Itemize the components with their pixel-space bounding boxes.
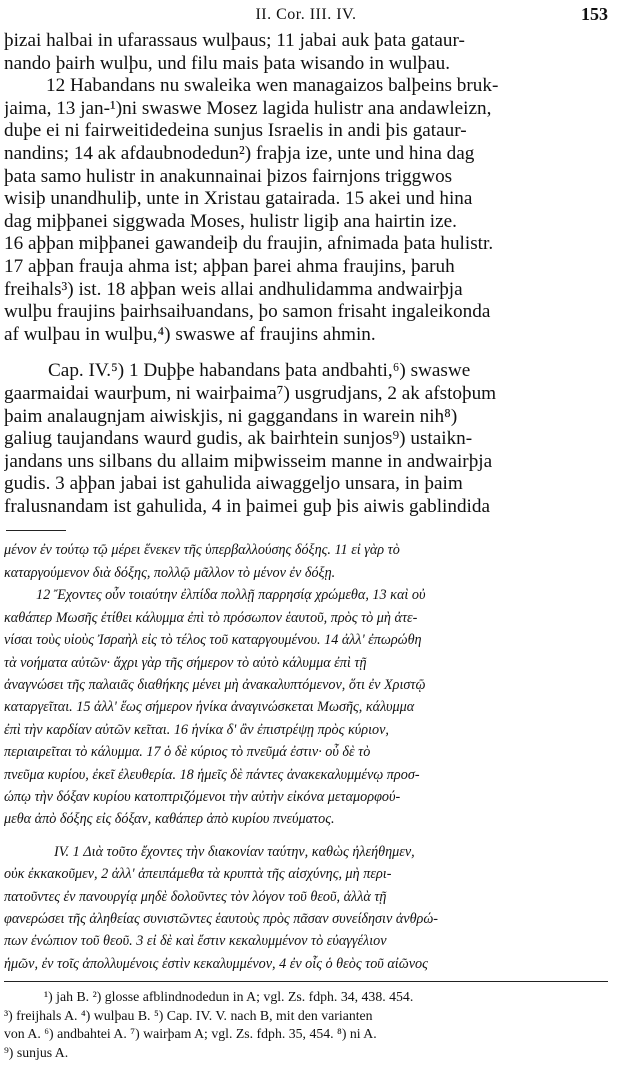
footnotes [4,988,608,1062]
gothic-line: jandans uns silbans du allaim miþwisseim manne in andwairþja [4,450,493,472]
gothic-text [4,30,608,518]
greek-line: καταργεῖται. 15 ἀλλ' ἕως σήμερον ἡνίκα ἀναγινώσκεται Μωσῆς, κάλυμμα [4,699,415,716]
page-header [4,0,608,30]
footnote-line: ¹) jah B. ²) glosse afblindnodedun in A; vgl. Zs. fdph. 34, 438. 454. [44,989,414,1005]
gothic-line: þata samo hulistr in anakunnainai þizos fairnjons triggwos [4,165,453,187]
greek-text [4,539,608,975]
greek-line: τὰ νοήματα αὐτῶν· ἄχρι γὰρ τῆς σήμερον τὸ αὐτὸ κάλυμμα ἐπὶ τῇ [4,654,367,671]
greek-line: νίσαι τοὺς υἱοὺς Ἰσραὴλ εἰς τὸ τέλος τοῦ καταργουμένου. 14 ἀλλ' ἐπωρώθη [4,632,422,649]
greek-line: ἐπὶ τὴν καρδίαν αὐτῶν κεῖται. 16 ἡνίκα δ' ἂν ἐπιστρέψῃ πρὸς κύριον, [4,721,389,738]
greek-line: ώπῳ τὴν δόξαν κυρίου κατοπτριζόμενοι τὴν αὐτὴν εἰκόνα μεταμορφού- [4,788,401,805]
gothic-line: wulþu fraujins þairhsaiƕandans, þo samon frisaht ingaleikonda [4,301,491,323]
running-head: II. Cor. III. IV. [255,6,357,23]
greek-line: καταργούμενον διὰ δόξης, πολλῷ μᾶλλον τὸ μένον ἐν δόξῃ. [4,564,336,581]
gothic-line: Cap. IV.⁵) 1 Duþþe habandans þata andbahti,⁶) swaswe [48,360,471,382]
gothic-line: freihals³) ist. 18 aþþan weis allai andhulidamma andwairþja [4,278,463,300]
footnote-line: ⁹) sunjus A. [4,1044,69,1060]
greek-line: IV. 1 Διὰ τοῦτο ἔχοντες τὴν διακονίαν ταύτην, καθὼς ἠλεήθημεν, [54,843,415,860]
greek-line: οὐκ ἐκκακοῦμεν, 2 ἀλλ' ἀπειπάμεθα τὰ κρυπτὰ τῆς αἰσχύνης, μὴ περι- [4,866,392,883]
greek-line: καθάπερ Μωσῆς ἐτίθει κάλυμμα ἐπὶ τὸ πρόσωπον ἑαυτοῦ, πρὸς τὸ μὴ ἀτε- [4,609,418,626]
gothic-line: galiug taujandans waurd gudis, ak bairhtein sunjos⁹) ustaikn- [4,428,473,450]
gothic-line: nando þairh wulþu, und filu mais þata wisando in wulþau. [4,52,451,74]
greek-line: πων ἐνώπιον τοῦ θεοῦ. 3 εἰ δὲ καὶ ἔστιν κεκαλυμμένον τὸ εὐαγγέλιον [4,933,387,950]
greek-line: φανερώσει τῆς ἀληθείας συνιστῶντες ἑαυτοὺς πρὸς πᾶσαν συνείδησιν ἀνθρώ- [4,910,438,927]
greek-line: περιαιρεῖται τὸ κάλυμμα. 17 ὁ δὲ κύριος τὸ πνεῦμά ἐστιν· οὗ δὲ τὸ [4,744,371,761]
greek-line: πατοῦντες ἐν πανουργίᾳ μηδὲ δολοῦντες τὸν λόγον τοῦ θεοῦ, ἀλλὰ τῇ [4,888,387,905]
gothic-line: fralusnandam ist gahulida, 4 in þaimei guþ þis aiwis gablindida [4,495,490,517]
gothic-line: 16 aþþan miþþanei gawandeiþ du fraujin, afnimada þata hulistr. [4,233,494,255]
footnote-divider [4,981,608,982]
greek-line: 12 Ἔχοντες οὖν τοιαύτην ἐλπίδα πολλῇ παρρησίᾳ χρώμεθα, 13 καὶ οὐ [36,587,426,604]
gothic-line: duþe ei ni fairweitidedeina sunjus Israelis in andi þis gataur- [4,120,467,142]
gothic-line: gudis. 3 aþþan jabai ist gahulida aiwaggeljo unsara, in þaim [4,473,463,495]
greek-line: πνεῦμα κυρίου, ἐκεῖ ἐλευθερία. 18 ἡμεῖς δὲ πάντες ἀνακεκαλυμμένῳ προσ- [4,766,420,783]
gothic-line: wisiþ unandhuliþ, unte in Xristau gatairada. 15 akei und hina [4,188,473,210]
greek-line: ἀναγνώσει τῆς παλαιᾶς διαθήκης μένει μὴ ἀνακαλυπτόμενον, ὅτι ἐν Χριστῷ [4,676,426,693]
gothic-line: gaarmaidai waurþum, ni wairþaima⁷) usgrudjans, 2 ak afstoþum [4,382,497,404]
gothic-line: þizai halbai in ufarassaus wulþaus; 11 jabai auk þata gataur- [4,30,465,51]
gothic-line: þaim analaugnjam aiwiskjis, ni gaggandans in warein nih⁸) [4,405,458,427]
footnote-line: ³) freijhals A. ⁴) wulþau B. ⁵) Cap. IV. V. nach B, mit den varianten [4,1007,373,1023]
greek-line: μεθα ἀπὸ δόξης εἰς δόξαν, καθάπερ ἀπὸ κυρίου πνεύματος. [4,811,335,828]
section-divider [6,530,66,531]
footnote-line: von A. ⁶) andbahtei A. ⁷) wairþam A; vgl. Zs. fdph. 35, 454. ⁸) ni A. [4,1026,377,1042]
gothic-line: 17 aþþan frauja ahma ist; aþþan þarei ahma fraujins, þaruh [4,255,455,277]
gothic-line: af wulþau in wulþu,⁴) swaswe af fraujins ahmin. [4,323,376,345]
gothic-line: 12 Habandans nu swaleika wen managaizos balþeins bruk- [46,75,499,97]
gothic-line: jaima, 13 jan-¹)ni swaswe Mosez lagida hulistr ana andawleizn, [4,97,492,119]
greek-line: μένον ἐν τούτῳ τῷ μέρει ἕνεκεν τῆς ὑπερβαλλούσης δόξης. 11 εἰ γὰρ τὸ [4,542,400,559]
gothic-line: dag miþþanei siggwada Moses, hulistr ligiþ ana hairtin ize. [4,210,457,232]
page-number: 153 [581,4,608,24]
greek-line: ἡμῶν, ἐν τοῖς ἀπολλυμένοις ἐστὶν κεκαλυμμένον, 4 ἐν οἷς ὁ θεὸς τοῦ αἰῶνος [4,955,428,972]
book-page [4,0,608,1089]
gothic-line: nandins; 14 ak afdaubnodedun²) fraþja ize, unte und hina dag [4,142,475,164]
